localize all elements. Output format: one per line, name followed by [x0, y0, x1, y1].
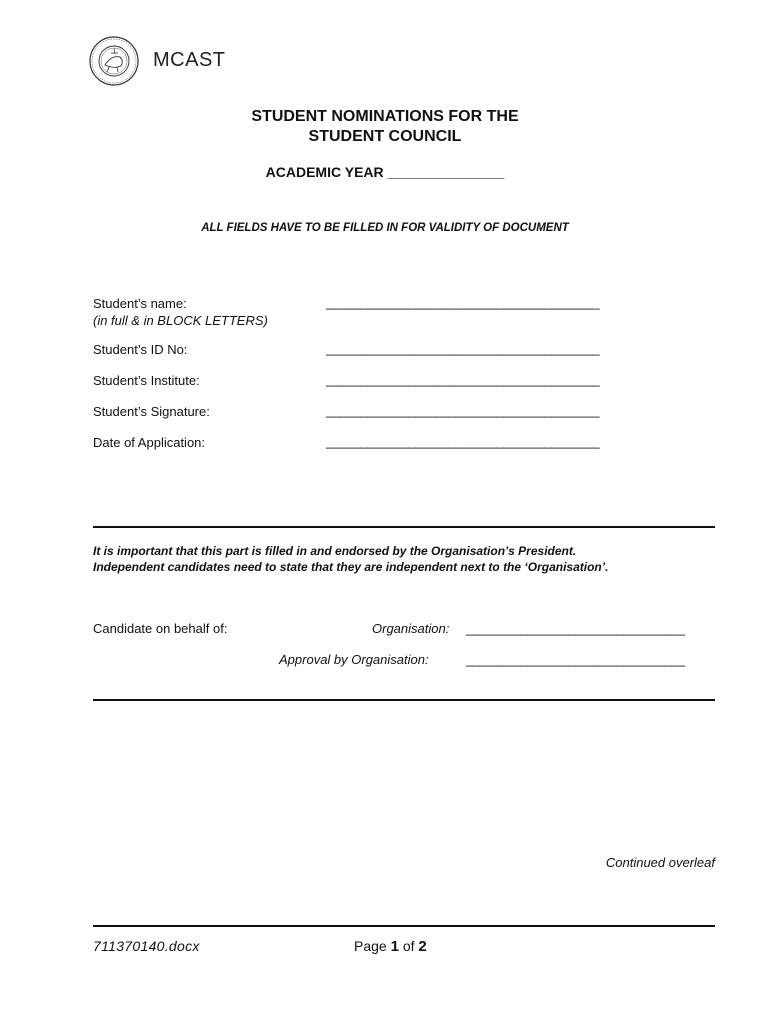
validity-notice: ALL FIELDS HAVE TO BE FILLED IN FOR VALIDITY OF DOCUMENT — [201, 222, 569, 234]
academic-year-label: ACADEMIC YEAR — [265, 164, 384, 180]
student-signature-blank[interactable]: ________________________________________ — [326, 403, 600, 418]
approval-blank[interactable]: ________________________________ — [466, 652, 685, 667]
continued-overleaf: Continued overleaf — [605, 855, 715, 870]
footer-page-number — [354, 938, 427, 955]
page-total: 2 — [418, 938, 427, 955]
organisation-blank[interactable]: ________________________________ — [466, 621, 685, 636]
page-current: 1 — [390, 938, 399, 955]
field-label: Student’s name: — [93, 296, 187, 311]
important-line-2: Independent candidates need to state that they are independent next to the ‘Organisation’. — [93, 560, 609, 574]
candidate-on-behalf-label: Candidate on behalf of: — [93, 621, 228, 636]
approval-label: Approval by Organisation: — [279, 652, 429, 667]
footer-filename: 711370140.docx — [93, 938, 200, 954]
title-line-1: STUDENT NOMINATIONS FOR THE — [251, 108, 519, 125]
section-divider-bottom — [93, 699, 715, 701]
student-institute-blank[interactable]: ________________________________________ — [326, 372, 600, 387]
of-word: of — [402, 938, 415, 954]
section-divider-top — [93, 526, 715, 528]
date-of-application-label: Date of Application: — [93, 435, 206, 450]
academic-year-blank: _______________ — [387, 164, 505, 180]
student-name-label — [93, 295, 268, 329]
date-of-application-blank[interactable]: ________________________________________ — [326, 434, 600, 449]
seal-icon — [87, 35, 145, 87]
student-id-label: Student’s ID No: — [93, 342, 188, 357]
student-name-blank[interactable]: ________________________________________ — [326, 295, 600, 310]
footer-divider — [93, 925, 715, 927]
student-institute-label: Student’s Institute: — [93, 373, 200, 388]
important-line-1: It is important that this part is filled in and endorsed by the Organisation’s President. — [93, 544, 577, 558]
title-line-2: STUDENT COUNCIL — [308, 128, 462, 145]
mcast-logo — [87, 35, 235, 87]
student-id-blank[interactable]: ________________________________________ — [326, 341, 600, 356]
field-sublabel: (in full & in BLOCK LETTERS) — [93, 313, 268, 328]
brand-name: MCAST — [153, 49, 226, 71]
important-note — [93, 543, 608, 575]
document-title — [0, 107, 770, 147]
student-signature-label: Student’s Signature: — [93, 404, 210, 419]
page-word: Page — [354, 938, 387, 954]
organisation-label: Organisation: — [372, 621, 450, 636]
academic-year — [0, 164, 770, 180]
